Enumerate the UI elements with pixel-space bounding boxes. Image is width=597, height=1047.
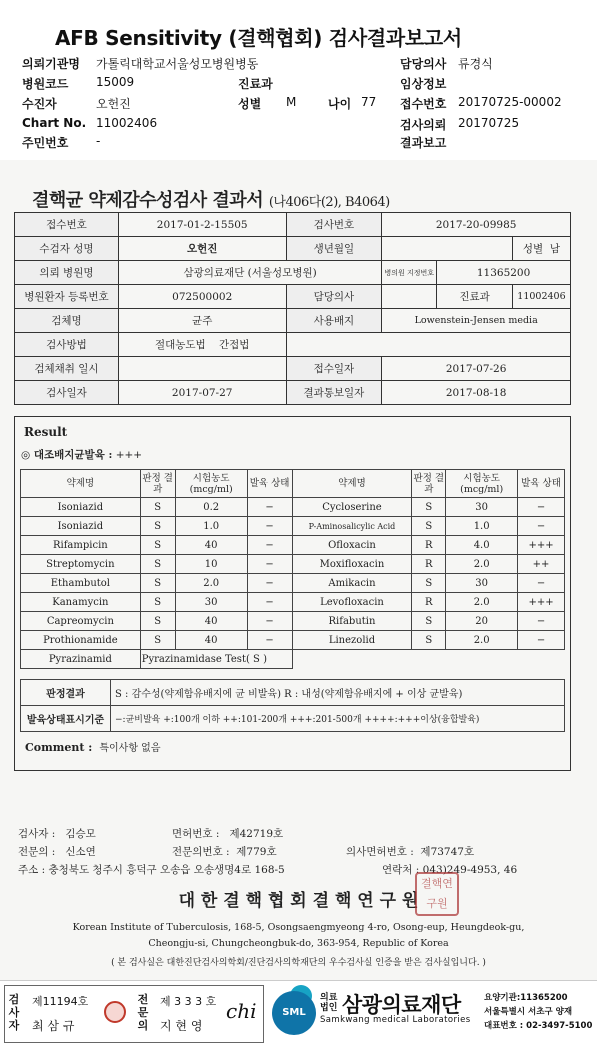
info-label: 사용배지	[286, 309, 382, 333]
result-panel	[14, 416, 571, 771]
label-resident-no: 주민번호	[22, 136, 69, 150]
info-value: Lowenstein-Jensen media	[382, 309, 571, 333]
examiner-stamp-icon	[104, 1001, 126, 1023]
judgement: S	[140, 593, 175, 612]
info-label: 병의원 지정번호	[382, 261, 437, 285]
drug-name: Linezolid	[292, 631, 412, 650]
judgement: S	[412, 517, 446, 536]
table-row	[21, 650, 565, 669]
info-value: 2017-01-2-15505	[118, 213, 286, 237]
control-growth: ◎ 대조배지균발육 : +++	[21, 449, 143, 461]
label-age: 나이	[328, 97, 352, 111]
drug-name: Ethambutol	[21, 574, 141, 593]
judgement: S	[412, 631, 446, 650]
drug-name: Rifampicin	[21, 536, 141, 555]
label-receipt-no: 접수번호	[400, 97, 447, 111]
growth-status: −	[247, 631, 292, 650]
value-resident-no: -	[96, 134, 101, 148]
judgement: S	[140, 536, 175, 555]
info-label: 병원환자 등록번호	[15, 285, 119, 309]
judgement: S	[140, 555, 175, 574]
specialist-name: 지 현 영	[160, 1019, 203, 1033]
drug-name: Kanamycin	[21, 593, 141, 612]
examiner-tag: 검사자	[8, 993, 20, 1032]
institute-seal: 결핵연구원	[415, 872, 459, 916]
growth-status: −	[518, 498, 565, 517]
sml-logo-icon: SML	[272, 991, 316, 1035]
value-doctor: 류경식	[458, 57, 493, 71]
info-label: 검체채취 일시	[15, 357, 119, 381]
scanned-result-sheet	[0, 160, 597, 980]
drug-name: Cycloserine	[292, 498, 412, 517]
drug-name: Moxifloxacin	[292, 555, 412, 574]
col-drug: 약제명	[21, 470, 141, 498]
value-age: 77	[361, 95, 377, 109]
judgement: R	[412, 536, 446, 555]
specialist-license: 제 3 3 3 호	[160, 995, 217, 1008]
specialist-tag: 전문의	[137, 993, 149, 1032]
info-label: 접수번호	[15, 213, 119, 237]
table-row	[21, 536, 565, 555]
value-receipt-no: 20170725-00002	[458, 95, 562, 109]
info-label: 담당의사	[286, 285, 382, 309]
info-label: 결과통보일자	[286, 381, 382, 405]
drug-name: Streptomycin	[21, 555, 141, 574]
label-patient: 수진자	[22, 97, 57, 111]
drug-name: Prothionamide	[21, 631, 141, 650]
test-concentration: 1.0	[446, 517, 518, 536]
info-value: 2017-20-09985	[382, 213, 571, 237]
corp-address: 서울특별시 서초구 양재	[484, 1007, 573, 1017]
value-hospital: 가톨릭대학교서울성모병원병동	[96, 57, 259, 71]
value-chart-no: 11002406	[96, 116, 158, 130]
test-concentration: 30	[446, 498, 518, 517]
report-header	[0, 0, 597, 160]
test-concentration: 4.0	[446, 536, 518, 555]
legend-label: 판정결과	[21, 680, 111, 706]
col-growth: 발육 상태	[518, 470, 565, 498]
info-value: 오헌진	[118, 237, 286, 261]
info-value: 11365200	[437, 261, 571, 285]
label-request: 검사의뢰	[400, 118, 447, 132]
examiner-line: 검사자 : 김승모	[18, 828, 96, 840]
judgement: S	[412, 498, 446, 517]
judgement: S	[140, 498, 175, 517]
footer-signatures	[0, 980, 597, 1047]
legend-label: 발육상태표시기준	[21, 706, 111, 732]
info-label: 접수일자	[286, 357, 382, 381]
test-concentration: 30	[446, 574, 518, 593]
growth-status: −	[247, 574, 292, 593]
judgement: R	[412, 555, 446, 574]
growth-status: −	[247, 517, 292, 536]
corp-phone: 대표번호 : 02-3497-5100	[484, 1021, 593, 1031]
test-concentration: 2.0	[446, 593, 518, 612]
table-row	[21, 612, 565, 631]
value-patient: 오헌진	[96, 97, 131, 111]
info-value: 2017-07-27	[118, 381, 286, 405]
growth-status: −	[247, 593, 292, 612]
info-value	[382, 237, 513, 261]
table-row	[21, 555, 565, 574]
col-judge: 판정 결과	[140, 470, 175, 498]
col-drug: 약제명	[292, 470, 412, 498]
info-value	[286, 333, 571, 357]
test-concentration: 40	[175, 631, 247, 650]
value-sex: M	[286, 95, 297, 109]
institute-address-en-2: Cheongju-si, Chungcheongbuk-do, 363-954, Republic of Korea	[148, 938, 449, 949]
info-value: 2017-08-18	[382, 381, 571, 405]
license-line: 면허번호 : 제42719호	[172, 828, 284, 840]
patient-info-table	[14, 212, 571, 405]
drug-name: Levofloxacin	[292, 593, 412, 612]
pyrazinamidase-test: Pyrazinamidase Test( S )	[140, 650, 292, 669]
info-label: 검사번호	[286, 213, 382, 237]
judgement: S	[140, 631, 175, 650]
judgement: R	[412, 593, 446, 612]
judgement: S	[412, 574, 446, 593]
phone-line: 연락처 : 043)249-4953, 46	[382, 864, 518, 876]
info-label: 진료과	[437, 285, 513, 309]
test-concentration: 2.0	[175, 574, 247, 593]
test-concentration: 10	[175, 555, 247, 574]
growth-status: −	[518, 631, 565, 650]
growth-status: −	[247, 612, 292, 631]
drug-name: Capreomycin	[21, 612, 141, 631]
value-request: 20170725	[458, 116, 520, 130]
info-value: 절대농도법 간접법	[118, 333, 286, 357]
info-label: 검체명	[15, 309, 119, 333]
certification-note: ( 본 검사실은 대한진단검사의학회/진단검사의학재단의 우수검사실 인증을 받은 검사실입니다. )	[111, 958, 486, 968]
test-concentration: 20	[446, 612, 518, 631]
label-hospital-code: 병원코드	[22, 77, 69, 91]
info-label: 의뢰 병원명	[15, 261, 119, 285]
judgement: S	[412, 612, 446, 631]
examiner-license: 제11194호	[32, 995, 89, 1008]
judgement: S	[140, 612, 175, 631]
info-value: 2017-07-26	[382, 357, 571, 381]
empty-cell	[292, 650, 564, 669]
judgement: S	[140, 517, 175, 536]
address-line: 주소 : 충청북도 청주시 흥덕구 오송읍 오송생명4로 168-5	[18, 864, 285, 876]
institute-address-en: Korean Institute of Tuberculosis, 168-5, Osongsaengmyeong 4-ro, Osong-eup, Heungdeok-gu,	[72, 922, 525, 933]
growth-status: −	[247, 555, 292, 574]
test-concentration: 2.0	[446, 631, 518, 650]
corp-name: 삼광의료재단	[342, 993, 461, 1017]
table-row	[21, 631, 565, 650]
col-growth: 발육 상태	[247, 470, 292, 498]
result-heading: Result	[24, 425, 68, 439]
label-sex: 성별	[238, 97, 262, 111]
info-label: 생년월일	[286, 237, 382, 261]
label-doctor: 담당의사	[400, 57, 447, 71]
test-concentration: 40	[175, 612, 247, 631]
corp-name-en: Samkwang medical Laboratories	[320, 1015, 471, 1025]
drug-sensitivity-table	[20, 469, 565, 669]
institute-name: 대 한 결 핵 협 회 결 핵 연 구 원	[178, 891, 419, 911]
label-result-report: 결과보고	[400, 136, 447, 150]
growth-status: −	[247, 498, 292, 517]
drug-name: Isoniazid	[21, 517, 141, 536]
judgement: S	[140, 574, 175, 593]
col-judge: 판정 결과	[412, 470, 446, 498]
info-label: 검사방법	[15, 333, 119, 357]
table-row	[21, 593, 565, 612]
test-concentration: 40	[175, 536, 247, 555]
info-value: 성별 남	[512, 237, 570, 261]
drug-name: Pyrazinamid	[21, 650, 141, 669]
specialist-line: 전문의 : 신소연	[18, 846, 96, 858]
growth-status: −	[518, 574, 565, 593]
test-concentration: 30	[175, 593, 247, 612]
value-hospital-code: 15009	[96, 75, 135, 89]
info-label: 검사일자	[15, 381, 119, 405]
growth-status: −	[518, 517, 565, 536]
specialist-no-line: 전문의번호 : 제779호	[172, 846, 277, 858]
info-value	[382, 285, 437, 309]
comment: Comment : 특이사항 없음	[25, 741, 161, 754]
growth-status: −	[247, 536, 292, 555]
corp-code: 요양기관:11365200	[484, 993, 568, 1003]
info-value: 072500002	[118, 285, 286, 309]
table-row	[21, 517, 565, 536]
test-concentration: 0.2	[175, 498, 247, 517]
info-value: 삼광의료재단 (서울성모병원)	[118, 261, 381, 285]
legend-value: S : 감수성(약제함유배지에 균 비발육) R : 내성(약제함유배지에 + 이상 균발육)	[111, 680, 565, 706]
label-hospital: 의뢰기관명	[22, 57, 80, 71]
info-value	[118, 357, 286, 381]
drug-name: Amikacin	[292, 574, 412, 593]
growth-status: ++	[518, 555, 565, 574]
table-row	[21, 574, 565, 593]
examiner-name: 최 삼 규	[32, 1019, 75, 1033]
drug-name: Ofloxacin	[292, 536, 412, 555]
specialist-signature: chi	[226, 999, 257, 1023]
drug-name: P-Aminosalicylic Acid	[292, 517, 412, 536]
growth-status: +++	[518, 536, 565, 555]
growth-status: −	[518, 612, 565, 631]
legend-table	[20, 679, 565, 732]
corp-tag: 의료 법인	[320, 993, 338, 1013]
doctor-license-line: 의사면허번호 : 제73747호	[346, 846, 475, 858]
label-department: 진료과	[238, 77, 273, 91]
test-concentration: 1.0	[175, 517, 247, 536]
sheet-title: 결핵균 약제감수성검사 결과서 (나406다(2), B4064)	[32, 190, 390, 211]
legend-value: −:균비발육 +:100개 이하 ++:101-200개 +++:201-500개 ++++:+++이상(융합발육)	[111, 706, 565, 732]
drug-name: Isoniazid	[21, 498, 141, 517]
test-concentration: 2.0	[446, 555, 518, 574]
report-title: AFB Sensitivity (결핵협회) 검사결과보고서	[55, 26, 462, 50]
info-label: 수검자 성명	[15, 237, 119, 261]
label-clinical-info: 임상정보	[400, 77, 447, 91]
growth-status: +++	[518, 593, 565, 612]
info-value: 11002406	[512, 285, 570, 309]
col-concentration: 시험농도 (mcg/ml)	[446, 470, 518, 498]
drug-name: Rifabutin	[292, 612, 412, 631]
table-row	[21, 498, 565, 517]
label-chart-no: Chart No.	[22, 116, 87, 130]
col-concentration: 시험농도 (mcg/ml)	[175, 470, 247, 498]
info-value: 균주	[118, 309, 286, 333]
